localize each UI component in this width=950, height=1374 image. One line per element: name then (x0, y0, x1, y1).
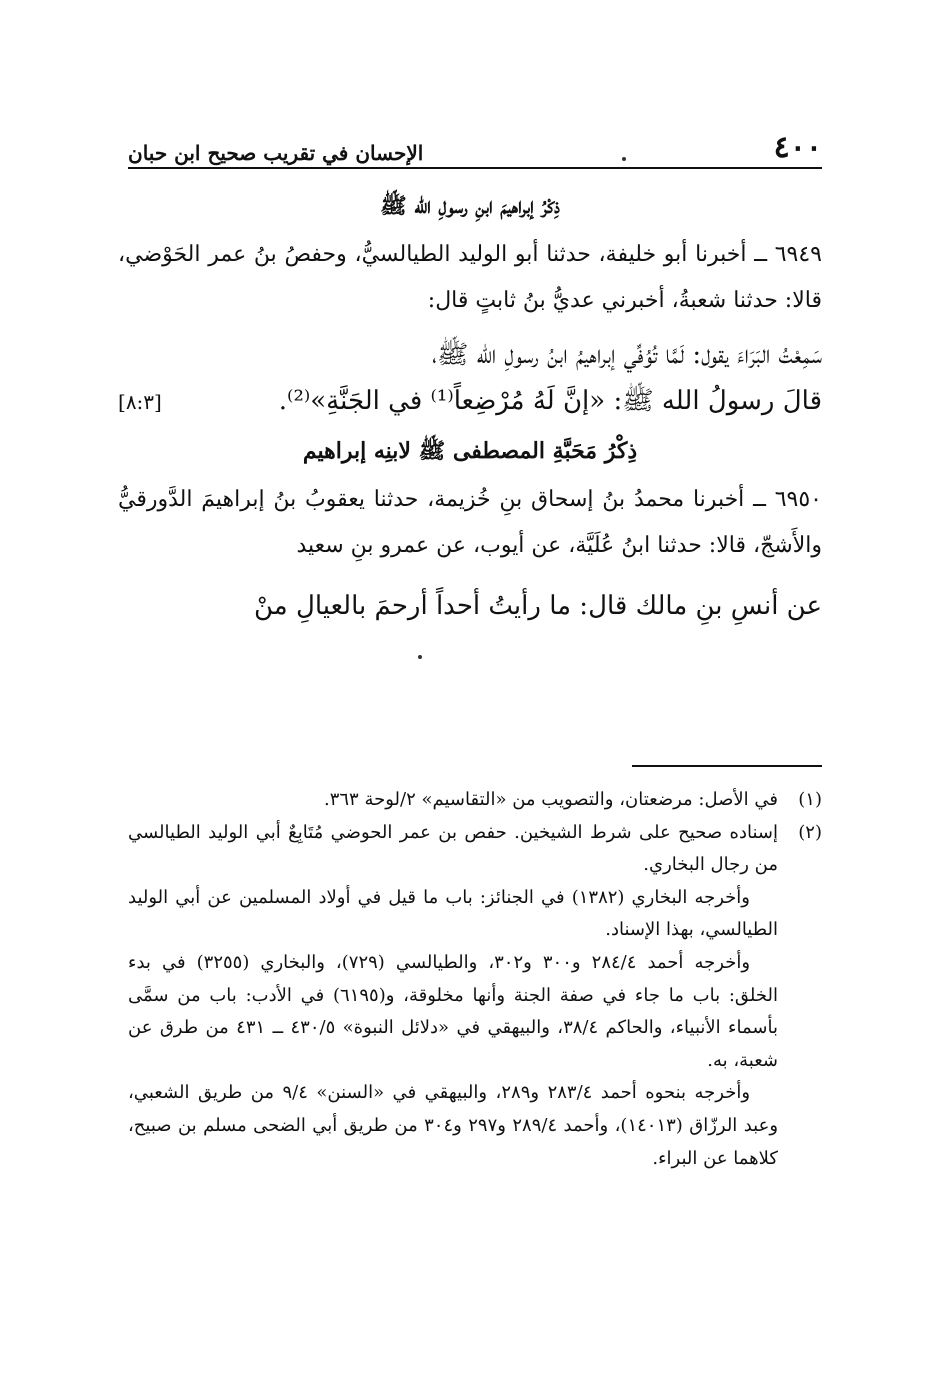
footnote-2 (128, 817, 822, 1176)
footnote-paragraph: وأخرجه البخاري (١٣٨٢) في الجنائز: باب ما قيل في أولاد المسلمين عن أبي الوليد الطيالسي، بهذا الإسناد. (128, 886, 778, 941)
footnote-paragraph: وأخرجه بنحوه أحمد ٢٨٣/٤ و٢٨٩، والبيهقي في «السنن» ٩/٤ من طريق الشعبي، وعبد الرزّاق (١٤٠١٣)، وأحمد ٢٨٩/٤ و٢٩٧ و٣٠٤ من طريق أبي الضحى مسلم بن صبيح، كلاهما عن البراء. (128, 1082, 779, 1169)
section-heading-2: ذِكْرُ مَحَبَّةِ المصطفى ﷺ لابنِه إبراهيم (302, 438, 638, 464)
matn-line-2 (118, 378, 822, 425)
page-number: ٤٠٠ (773, 130, 822, 165)
main-text (118, 180, 822, 629)
footnote-paragraph: إسناده صحيح على شرط الشيخين. حفص بن عمر الحوضي مُتَابِعٌ أبي الوليد الطيالسي من رجال البخاري. (128, 821, 778, 876)
hadith-6949-matn (118, 332, 822, 425)
hadith-6950-isnad: ٦٩٥٠ ــ أخبرنا محمدُ بنُ إسحاق بنِ خُزيمة، حدثنا يعقوبُ بنُ إبراهيمَ الدَّورقيُّ والأَشجّ، قالا: حدثنا ابنُ عُلَيَّة، عن أيوب، عن عمرو بنِ سعيد (118, 487, 822, 558)
matn-line-1: سَمِعْتُ البَرَاءَ يقول: لَمَّا تُوُفِّي إبراهيمُ ابنُ رسولِ الله ﷺ، (432, 340, 822, 370)
footnote-body (128, 784, 778, 817)
footnote-paragraph: في الأصل: مرضعتان، والتصويب من «التقاسيم» ٢/لوحة ٣٦٣. (323, 789, 778, 810)
footnote-paragraph: وأخرجه أحمد ٢٨٤/٤ و٣٠٠ و٣٠٢، والطيالسي (٧٢٩)، والبخاري (٣٢٥٥) في بدء الخلق: باب ما جاء في صفة الجنة وأنها مخلوقة، و(٦١٩٥) في الأدب: باب من سمَّى بأسماء الأنبياء، والحاكم ٣٨/٤، والبيهقي في «دلائل النبوة» ٤٣٠/٥ ــ ٤٣١ من طرق عن شعبة، به. (128, 951, 778, 1071)
hadith-6950-matn: عن أنسِ بنِ مالك قال: ما رأيتُ أحداً أرحمَ بالعيالِ منْ (254, 591, 822, 621)
footnote-body (128, 817, 778, 1176)
footnote-separator (632, 765, 822, 767)
section-heading-1: ذِكْرُ إبراهيمَ ابنِ رسولِ الله ﷺ (380, 193, 560, 219)
hadith-reference: [٨:٣] (118, 390, 162, 414)
scan-speck (418, 655, 422, 659)
page-header (128, 125, 822, 169)
scan-speck (622, 157, 626, 161)
footnote-number: (٢) (798, 821, 822, 843)
hadith-6949-isnad: ٦٩٤٩ ــ أخبرنا أبو خليفة، حدثنا أبو الوليد الطيالسيُّ، وحفصُ بنُ عمر الحَوْضي، قالا: حدثنا شعبةُ، أخبرني عديُّ بنُ ثابتٍ قال: (118, 242, 822, 313)
footnote-1 (128, 784, 822, 817)
running-title: الإحسان في تقريب صحيح ابن حبان (128, 141, 424, 165)
footnotes (128, 784, 822, 1175)
footnote-number: (١) (798, 789, 822, 810)
matn-line-2-text: قالَ رسولُ الله ﷺ: «إنَّ لَهُ مُرْضِعاً⁽¹⁾ في الجَنَّةِ»⁽²⁾. (278, 386, 822, 416)
